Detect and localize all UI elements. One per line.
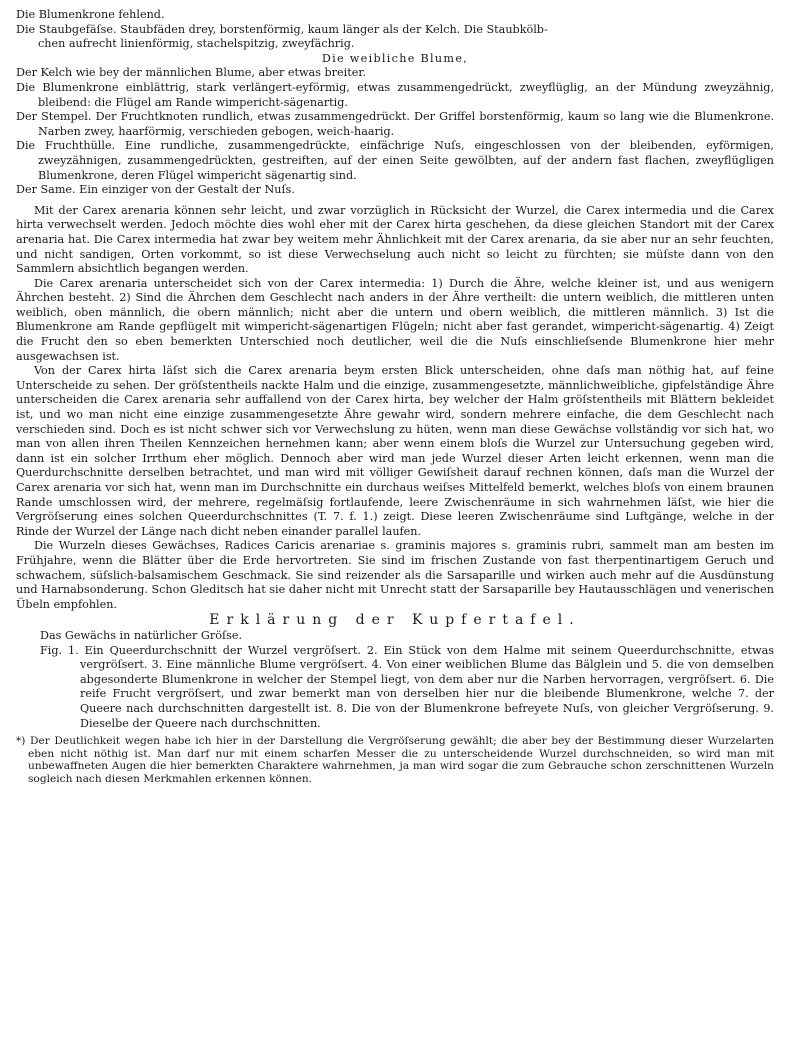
plate-explanation — [16, 629, 774, 731]
desc-line-7: Die Fruchthülle. Eine rundliche, zusammengedrückte, einfächrige Nuſs, eingeschlossen von der bleibenden, eyförmigen, zweyzähnigen, zusammengedrückten, gestreiften, auf der einen Seite gewölbten, auf der andern fast flachen, zweyflügligen Blumenkrone, deren Flügel wimpericht sägenartig sind. — [16, 139, 774, 182]
desc-line-5: Die Blumenkrone einblättrig, stark verlängert-eyförmig, etwas zusammengedrückt, zweyflüglig, an der Mündung zweyzähnig, bleibend: die Flügel am Rande wimpericht-sägenartig. — [16, 80, 774, 109]
paragraph-3: Die Wurzeln dieses Gewächses, Radices Caricis arenariae s. graminis majores s. graminis rubri, sammelt man am besten im Frühjahre, wenn die Blätter über die Erde hervortreten. Sie sind im frischen Zustande von fast therpentinartigem Geruch und schwachem, süſslich-balsamischem Geschmack. Sie sind reizender als die Sarsaparille und wirken auch mehr auf die Ausdünstung und Harnabsonderung. Schon Gleditsch hat sie daher nicht mit Unrecht statt der Sarsaparille bey Hautausschlägen und venerischen Übeln empfohlen. — [16, 539, 774, 611]
body-text — [16, 204, 774, 613]
desc-line-8: Der Same. Ein einziger von der Gestalt der Nuſs. — [16, 183, 295, 197]
plate-heading: Erklärung der Kupfertafel. — [209, 612, 581, 629]
desc-line-3: Die weibliche Blume, — [321, 51, 469, 65]
desc-line-1: Die Staubgefäſse. Staubfäden drey, borstenförmig, kaum länger als der Kelch. Die Staubkölb- — [16, 22, 548, 36]
paragraph-2: Von der Carex hirta läſst sich die Carex arenaria beym ersten Blick unterscheiden, ohne daſs man nöthig hat, auf feine Unterscheide zu sehen. Der gröſstentheils nackte Halm und die einzige, zusammengesetzte, männlichweibliche, gipfelständige Ähre unterscheiden die Carex arenaria sehr auffallend von der Carex hirta, bey welcher der Halm gröſstentheils mit Blättern bekleidet ist, und wo man nicht eine einzige zusammengesetzte Ähre gewahr wird, sondern mehrere einfache, die dem Geschlecht nach verschieden sind. Doch es ist nicht schwer sich vor Verwechslung zu hüten, wenn man diese Gewächse vollständig vor sich hat, wo man von allen ihren Theilen Kennzeichen hernehmen kann; aber wenn einem bloſs die Wurzel zur Untersuchung gegeben wird, dann ist ein solcher Irrthum eher möglich. Dennoch aber wird man jede Wurzel dieser Arten leicht erkennen, wenn man die Querdurchschnitte derselben betrachtet, und man wird mit völliger Gewiſsheit darauf rechnen können, daſs man die Wurzel der Carex arenaria vor sich hat, wenn man im Durchschnitte ein durchaus weiſses Mittelfeld bemerkt, welches bloſs von einem braunen Rande umschlossen wird, der mehrere, regelmäſsig fortlaufende, leere Zwischenräume in sich wahrnehmen läſst, wie hier die Vergröſserung eines solchen Queerdurchschnittes (T. 7. f. 1.) zeigt. Diese leeren Zwischenräume sind Luftgänge, welche in der Rinde der Wurzel der Länge nach dicht neben einander parallel laufen. — [16, 364, 774, 538]
plate-line-1: Fig. 1. Ein Queerdurchschnitt der Wurzel vergröſsert. 2. Ein Stück von dem Halme mit seinem Queerdurchschnitte, etwas vergröſsert. 3. Eine männliche Blume vergröſsert. 4. Von einer weiblichen Blume das Bälglein und 5. die von demselben abgesonderte Blumenkrone in welcher der Stempel liegt, von dem aber nur die Narben hervorragen, vergröſsert. 6. Die reife Frucht vergröſsert, und zwar bemerkt man von derselben hier nur die bleibende Blumenkrone, welche 7. der Queere nach durchschnitten dargestellt ist. 8. Die von der Blumenkrone befreyete Nuſs, von gleicher Vergröſserung. 9. Dieselbe der Queere nach durchschnitten. — [40, 643, 774, 730]
desc-line-2: chen aufrecht linienförmig, stachelspitzig, zweyfächrig. — [38, 37, 355, 51]
footnote: *) Der Deutlichkeit wegen habe ich hier in der Darstellung die Vergröſserung gewählt; die aber bey der Bestimmung dieser Wurzelarten eben nicht nöthig ist. Man darf nur mit einem scharfen Messer die zu unterscheidende Wurzel durchschneiden, so wird man mit unbewaffneten Augen die hier bemerkten Charaktere wahrnehmen, ja man wird sogar die zum Gebrauche schon zerschnittenen Wurzeln sogleich nach diesen Merkmahlen erkennen können. — [16, 735, 774, 785]
desc-line-4: Der Kelch wie bey der männlichen Blume, aber etwas breiter. — [16, 66, 367, 80]
paragraph-1: Die Carex arenaria unterscheidet sich von der Carex intermedia: 1) Durch die Ähre, welche kleiner ist, und aus wenigern Ährchen besteht. 2) Sind die Ährchen dem Geschlecht nach anders in der Ähre vertheilt: die untern weiblich, die mittleren unten weiblich, oben männlich, die obern männlich; nicht aber die untern und obern weiblich, die mittleren männlich. 3) Ist die Blumenkrone am Rande gepflügelt mit wimpericht-sägenartigen Flügeln; nicht aber fast gerandet, wimpericht-sägenartig. 4) Zeigt die Frucht den so eben bemerkten Unterschied noch deutlicher, weil die die Nuſs einschlieſsende Blumenkrone hier mehr ausgewachsen ist. — [16, 276, 774, 363]
plate-line-0: Das Gewächs in natürlicher Gröſse. — [40, 628, 243, 642]
paragraph-0: Mit der Carex arenaria können sehr leicht, und zwar vorzüglich in Rücksicht der Wurzel, die Carex intermedia und die Carex hirta verwechselt werden. Jedoch möchte dies wohl eher mit der Carex hirta geschehen, da diese gleichen Standort mit der Carex arenaria hat. Die Carex intermedia hat zwar bey weitem mehr Ähnlichkeit mit der Carex arenaria, da sie aber nur an sehr feuchten, und nicht sandigen, Orten vorkommt, so ist diese Verwechselung auch nicht so leicht zu fürchten; sie müſste dann von den Sammlern absichtlich begangen werden. — [16, 203, 774, 276]
desc-line-6: Der Stempel. Der Fruchtknoten rundlich, etwas zusammengedrückt. Der Griffel borstenförmig, kaum so lang wie die Blumenkrone. Narben zwey, haarförmig, verschieden gebogen, weich-haarig. — [16, 110, 774, 138]
description-block — [16, 8, 774, 198]
desc-line-0: Die Blumenkrone fehlend. — [16, 8, 165, 21]
